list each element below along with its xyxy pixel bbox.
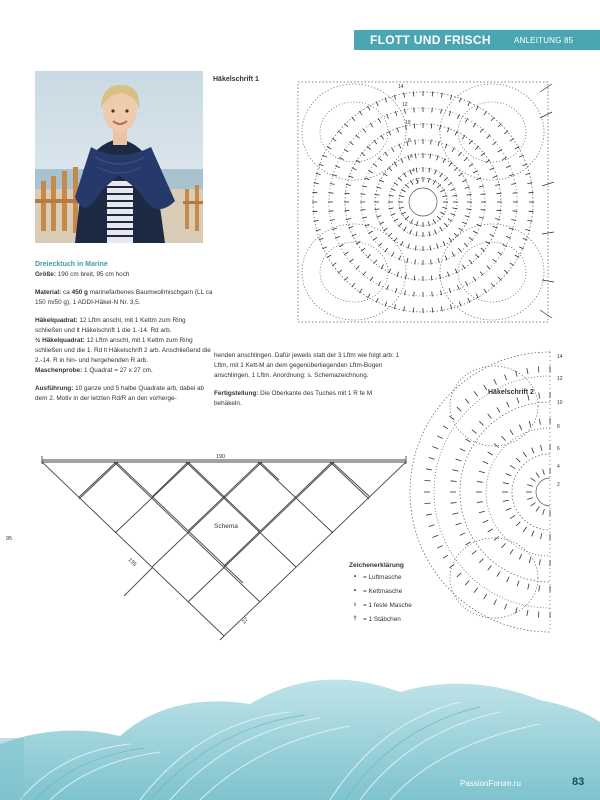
material-paragraph: Material: ca 450 g marinefarbenes Baumwollmischgarn (LL ca 150 m/50 g), 1 ADDI-Häkel-N Nr. 3,5. bbox=[35, 289, 213, 306]
chart2-row-number: 10 bbox=[557, 400, 563, 406]
execution-paragraph: Ausführung: 10 ganze und 5 halbe Quadrate arb, dabei ab dem 2. Motiv in der letzten Rd/R an den vorherge- bbox=[35, 385, 205, 402]
chart2-row-number: 12 bbox=[557, 376, 563, 382]
crochet-chart-1 bbox=[284, 72, 562, 334]
double-crochet-icon: † bbox=[353, 615, 357, 622]
chart2-row-number: 14 bbox=[557, 354, 563, 360]
chain-stitch-icon: • bbox=[353, 573, 357, 580]
schema-height-label: 95 bbox=[6, 536, 13, 542]
legend-item: • = Luftmasche bbox=[349, 573, 469, 587]
legend-item: • = Kettmasche bbox=[349, 587, 469, 601]
project-title: Dreiecktuch in Marine bbox=[35, 261, 108, 268]
chart1-title: Häkelschrift 1 bbox=[213, 76, 259, 83]
execution-continued: henden anschlingen. Dafür jeweils statt der 3 Lftm wie folgt arb: 1 Lftm, mit 1 Kett-M an dem gegenüberliegenden Lftm-Bogen anschlingen, 1 Lftm. Anordnung: s. Schemazeichnung. bbox=[214, 352, 400, 379]
yarn-image bbox=[0, 652, 600, 800]
chart1-row-number: 8 bbox=[408, 138, 411, 144]
chart1-row-number: 10 bbox=[405, 120, 411, 126]
square-paragraph: Häkelquadrat: 12 Lftm anschl, mit 1 Kettm zum Ring schließen und lt Häkelschrift 1 die 1.-14. Rd arb. bbox=[35, 317, 186, 334]
chart2-row-number: 4 bbox=[557, 464, 560, 470]
footer-watermark: PassionForum.ru bbox=[460, 779, 521, 788]
page-number: 83 bbox=[572, 776, 585, 788]
instruction-number: ANLEITUNG 85 bbox=[514, 36, 574, 45]
chart2-row-number: 8 bbox=[557, 424, 560, 430]
single-crochet-icon: ı bbox=[354, 601, 356, 608]
legend-item: ı = 1 feste Masche bbox=[349, 601, 469, 615]
model-photo bbox=[35, 71, 203, 243]
legend-item: † = 1 Stäbchen bbox=[349, 615, 469, 629]
chart1-row-number: 4 bbox=[412, 168, 415, 174]
schema-width-label: 190 bbox=[216, 454, 226, 460]
chart1-row-number: 14 bbox=[398, 84, 404, 90]
chart1-row-number: 2 bbox=[416, 180, 419, 186]
schema-label: Schema bbox=[214, 523, 238, 530]
chart2-row-number: 6 bbox=[557, 446, 560, 452]
chart2-row-number: 2 bbox=[557, 482, 560, 488]
schema-square-label: 27 bbox=[241, 616, 250, 626]
size-paragraph: Größe: 190 cm breit, 95 cm hoch bbox=[35, 271, 130, 278]
gauge-paragraph: Maschenprobe: 1 Quadrat = 27 x 27 cm. bbox=[35, 367, 153, 374]
instructions-column-2 bbox=[214, 351, 400, 417]
section-title: FLOTT UND FRISCH bbox=[370, 33, 491, 47]
half-square-paragraph: ½ Häkelquadrat: 12 Lftm anschl, mit 1 Kettm zum Ring schließen und die 1. Rd lt Häkelschrift 2 arb. Anschließend die 2.-14. R in hin- und hergehenden R arb. bbox=[35, 337, 211, 364]
symbol-legend bbox=[349, 562, 469, 629]
instructions-column-1 bbox=[35, 260, 213, 412]
schema-side-label: 135 bbox=[126, 557, 138, 568]
chart2-title: Häkelschrift 2 bbox=[488, 389, 534, 396]
section-header bbox=[354, 30, 600, 50]
chart1-row-number: 6 bbox=[410, 154, 413, 160]
slip-stitch-icon: • bbox=[353, 587, 357, 594]
finishing-paragraph: Fertigstellung: Die Oberkante des Tuches mit 1 R fe M behäkeln. bbox=[214, 390, 373, 407]
chart1-row-number: 12 bbox=[402, 102, 408, 108]
legend-title: Zeichenerklärung bbox=[349, 562, 404, 569]
